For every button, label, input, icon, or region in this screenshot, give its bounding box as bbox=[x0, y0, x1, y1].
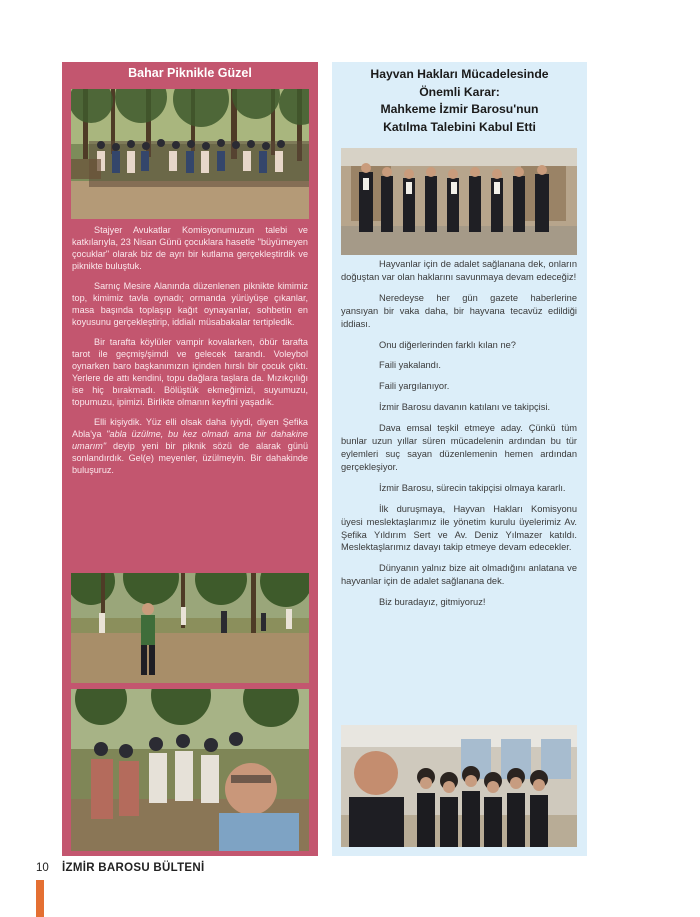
page-number: 10 bbox=[36, 862, 49, 874]
paragraph: İzmir Barosu, sürecin takipçisi olmaya kararlı. bbox=[379, 482, 566, 493]
paragraph: İlk duruşmaya, Hayvan Hakları Komisyonu üyesi meslektaşlarımız ile yönetim kurulu üyelerimiz Av. Şefika Yıldırım Sert ve Av. Deniz Yılmazer katıldı. Meslektaşlarımız davayı takip etmeye devam edecekler. bbox=[341, 503, 577, 553]
right-article-title bbox=[332, 66, 587, 136]
paragraph: Hayvanlar için de adalet sağlanana dek, onların doğuştan var olan haklarını savunmaya devam edeceğiz! bbox=[341, 259, 577, 282]
paragraph: Stajyer Avukatlar Komisyonumuzun talebi ve katkılarıyla, 23 Nisan Günü çocuklara hasetle "büyümeyen çocuklar" olarak biz de ayrı bir kutlama gerçekleştirdik ve piknikte buluştuk. bbox=[72, 225, 308, 272]
paragraph: Neredeyse her gün gazete haberlerine yansıyan bir vaka daha, bir hayvana tecavüz edildiği iddiası. bbox=[341, 292, 577, 329]
title-line: Hayvan Hakları Mücadelesinde bbox=[370, 67, 549, 81]
volleyball-photo-image bbox=[71, 573, 309, 683]
right-article-body bbox=[341, 258, 577, 617]
left-article bbox=[62, 62, 318, 856]
paragraph-text: Elli kişiydik. Yüz elli olsak daha iyiydi, diyen Şefika Abla'ya bbox=[72, 416, 308, 439]
title-line: Mahkeme İzmir Barosu'nun bbox=[380, 102, 539, 117]
selfie-photo bbox=[71, 689, 309, 851]
title-line: Katılma Talebini Kabul Etti bbox=[383, 119, 536, 134]
quote: "abla üzülme, bu kez olmadı ama bir dahakine umarım" bbox=[72, 428, 308, 451]
courthouse-group-photo bbox=[341, 148, 577, 255]
selfie-photo-image bbox=[71, 689, 309, 851]
paragraph: Dava emsal teşkil etmeye aday. Çünkü tüm bunlar uzun yıllar süren mücadelenin ardından bu tür eylemleri suç sayan düzenlemenin hemen ardından gerçekleşiyor. bbox=[341, 423, 577, 472]
paragraph bbox=[72, 416, 308, 476]
courthouse-group-photo-image bbox=[341, 148, 577, 255]
volleyball-photo bbox=[71, 573, 309, 683]
paragraph: Bir tarafta köylüler vampir kovalarken, öbür tarafta tarot ile geçmiş/şimdi ve gelecek tarandı. Voleybol oynarken baro başkanımızın içinden hırslı bir çocuk çıktı. Yerlere de attı kendini, topu dağlara taşlara da. Mızıkçılığı ise hiç bırakmadı. Bölüştük ekmeğimizi, suyumuzu, topumuzu, ipimizi. Birlikte olmanın keyfini yaşadık. bbox=[72, 336, 308, 408]
paragraph-text: deyip yeni bir piknik sözü de alarak günü sonlandırdık. Gel(e) meyenler, üzülmeyin. Bir dahakinde buluşuruz. bbox=[72, 441, 308, 476]
paragraph: Onu diğerlerinden farklı kılan ne? bbox=[379, 339, 516, 350]
title-line: Önemli Karar: bbox=[419, 84, 500, 99]
picnic-group-photo bbox=[71, 89, 309, 219]
court-selfie-photo-image bbox=[341, 725, 577, 847]
accent-bar bbox=[36, 880, 44, 917]
paragraph: Faili yargılanıyor. bbox=[379, 381, 450, 392]
left-article-title: Bahar Piknikle Güzel bbox=[128, 66, 252, 80]
left-article-body bbox=[72, 224, 308, 484]
picnic-group-photo-image bbox=[71, 89, 309, 219]
right-article bbox=[332, 62, 587, 856]
paragraph: Biz buradayız, gitmiyoruz! bbox=[379, 597, 486, 608]
paragraph: Sarnıç Mesire Alanında düzenlenen piknikte kimimiz top, kimimiz tavla oynadı; ormanda yürüyüşe çıkanlar, masa başında toplaşıp kağıt oynayanlar, sohbetin en koyusunu gerçekleştirip, iddialı müsabakalar tertipledik. bbox=[72, 280, 308, 328]
paragraph: Faili yakalandı. bbox=[379, 360, 442, 371]
paragraph: Dünyanın yalnız bize ait olmadığını anlatana ve hayvanlar için de adalet sağlanana dek. bbox=[341, 563, 577, 587]
court-selfie-photo bbox=[341, 725, 577, 847]
paragraph: İzmir Barosu davanın katılanı ve takipçisi. bbox=[379, 402, 551, 413]
publication-title: İZMİR BAROSU BÜLTENİ bbox=[62, 862, 205, 874]
